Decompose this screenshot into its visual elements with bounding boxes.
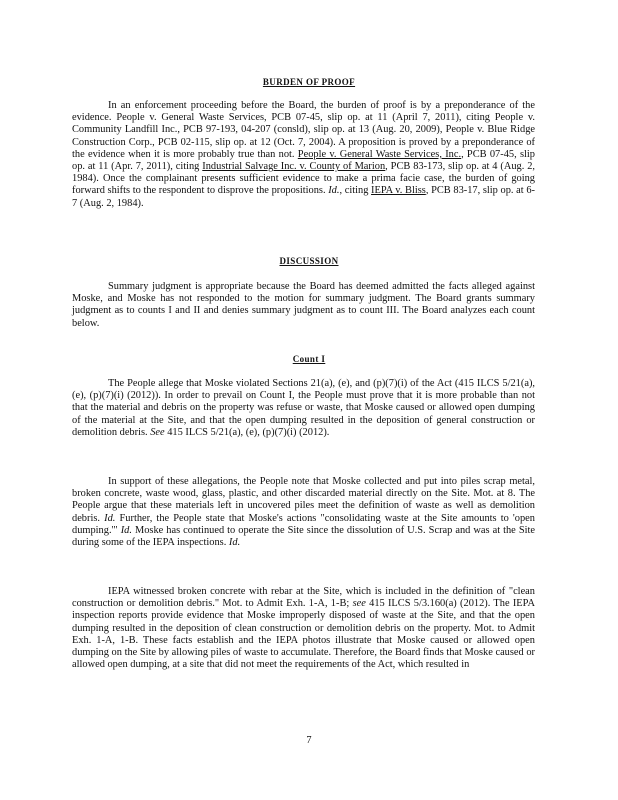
paragraph-count1-allegations bbox=[72, 378, 535, 439]
text-run: In support of these allegations, the People note that Moske collected and put into piles scrap metal, broken concrete, waste wood, glass, plastic, and other discarded material directly on the Site. Mot. at 8. The People argue that these materials left in uncovered piles meet the definition of waste as well as demolition debris. bbox=[72, 476, 535, 524]
paragraph-count1-support bbox=[72, 476, 535, 549]
text-run: , PCB 83-173, slip op. at 4 (Aug. 2, 1984). Once the complainant presents sufficient evidence to make a prima facie case, the burden of going forward shifts to the respondent to disprove the propositions. bbox=[72, 161, 535, 197]
see-signal: See bbox=[150, 426, 165, 438]
id-citation: Id. bbox=[120, 524, 132, 536]
case-citation: IEPA v. Bliss bbox=[371, 185, 426, 197]
text-run: In an enforcement proceeding before the Board, the burden of proof is by a preponderance of the evidence. People v. General Waste Services, PCB 07-45, slip op. at 11 (April 7, 2011), citing People v. Community Landfill Inc., PCB 97-193, 04-207 (consld), slip op. at 13 (Aug. 20, 2009), People v. Blue Ridge Construction Corp., PCB 02-115, slip op. at 12 (Oct. 7, 2004). A proposition is proved by a preponderance of the evidence when it is more probably true than not. bbox=[72, 100, 535, 160]
text-run: , PCB 07-45, slip op. at 11 (Apr. 7, 2011), citing bbox=[72, 148, 535, 173]
heading-count-1: Count I bbox=[292, 354, 326, 364]
text-run: 415 ILCS 5/3.160(a) (2012). The IEPA inspection reports provide evidence that Moske improperly disposed of waste at the Site, and that the open dumping resulted in the deposition of clean construction or demolition debris on the property. Mot. to Admit Exh. 1-A, 1-B. These facts establish and the IEPA photos illustrate that Moske caused or allowed open dumping on the Site by allowing piles of waste to accumulate. Therefore, the Board finds that Moske caused or allowed open dumping, at a site that did not meet the requirements of the Act, which resulted in bbox=[72, 598, 535, 671]
id-citation: Id. bbox=[228, 537, 241, 549]
see-signal: see bbox=[352, 598, 366, 610]
paragraph-burden-of-proof bbox=[72, 100, 535, 210]
text-run: The People allege that Moske violated Sections 21(a), (e), and (p)(7)(i) of the Act (415 ILCS 5/21(a), (e), (p)(7)(i) (2012)). In order to prevail on Count I, the People must prove that it is more probable than not that the material and debris on the property was refuse or waste, that Moske caused or allowed open dumping of the material at the Site, and that the open dumping resulted in the deposition of general construction or demolition debris. bbox=[72, 378, 535, 438]
page-number: 7 bbox=[306, 735, 312, 746]
text-run: Moske has continued to operate the Site since the dissolution of U.S. Scrap and was at the Site during some of the IEPA inspections. bbox=[72, 524, 535, 549]
paragraph-discussion: Summary judgment is appropriate because the Board has deemed admitted the facts alleged against Moske, and Moske has not responded to the motion for summary judgment. The Board grants summary judgment as to counts I and II and denies summary judgment as to count III. The Board analyzes each count below. bbox=[72, 281, 535, 329]
case-citation: Industrial Salvage Inc. v. County of Marion bbox=[202, 161, 386, 173]
heading-discussion: DISCUSSION bbox=[279, 256, 339, 266]
text-run: , citing bbox=[339, 185, 372, 197]
id-citation: Id. bbox=[104, 512, 116, 524]
text-run: IEPA witnessed broken concrete with rebar at the Site, which is included in the definition of "clean construction or demolition debris." Mot. to Admit Exh. 1-A, 1-B; bbox=[72, 586, 535, 610]
id-citation: Id. bbox=[328, 185, 340, 197]
paragraph-count1-findings bbox=[72, 586, 535, 671]
text-run: 415 ILCS 5/21(a), (e), (p)(7)(i) (2012). bbox=[164, 426, 330, 438]
text-run: , PCB 83-17, slip op. at 6-7 (Aug. 2, 1984). bbox=[72, 185, 535, 209]
text-run: Further, the People state that Moske's actions "consolidating waste at the Site amounts to 'open dumping.'" bbox=[72, 512, 535, 536]
heading-burden-of-proof: BURDEN OF PROOF bbox=[262, 77, 356, 87]
case-citation: People v. General Waste Services, Inc. bbox=[297, 148, 462, 160]
